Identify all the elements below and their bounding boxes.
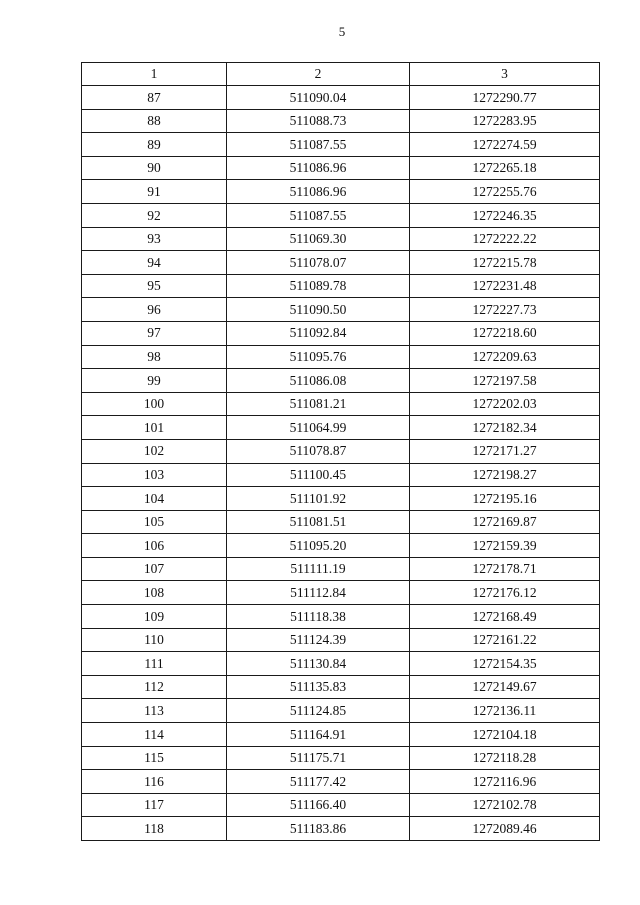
x-coordinate-cell: 511130.84 [227,652,410,676]
y-coordinate-cell: 1272255.76 [410,180,600,204]
table-row [82,605,600,629]
y-coordinate-cell: 1272178.71 [410,557,600,581]
y-coordinate-cell: 1272118.28 [410,746,600,770]
y-coordinate-cell: 1272169.87 [410,510,600,534]
table-row [82,557,600,581]
table-row [82,86,600,110]
y-coordinate-cell: 1272089.46 [410,817,600,841]
x-coordinate-cell: 511078.87 [227,439,410,463]
table-header-row [82,63,600,86]
table-row [82,534,600,558]
table-row [82,439,600,463]
table-row [82,298,600,322]
y-coordinate-cell: 1272227.73 [410,298,600,322]
table-row [82,392,600,416]
column-header-1: 1 [82,63,227,86]
y-coordinate-cell: 1272176.12 [410,581,600,605]
y-coordinate-cell: 1272215.78 [410,251,600,275]
point-number-cell: 116 [82,770,227,794]
point-number-cell: 114 [82,723,227,747]
table-row [82,251,600,275]
table-row [82,203,600,227]
point-number-cell: 88 [82,109,227,133]
x-coordinate-cell: 511092.84 [227,321,410,345]
table-row [82,369,600,393]
y-coordinate-cell: 1272182.34 [410,416,600,440]
point-number-cell: 115 [82,746,227,770]
y-coordinate-cell: 1272136.11 [410,699,600,723]
x-coordinate-cell: 511089.78 [227,274,410,298]
table-row [82,723,600,747]
table-row [82,581,600,605]
x-coordinate-cell: 511183.86 [227,817,410,841]
point-number-cell: 99 [82,369,227,393]
point-number-cell: 101 [82,416,227,440]
y-coordinate-cell: 1272265.18 [410,156,600,180]
y-coordinate-cell: 1272283.95 [410,109,600,133]
x-coordinate-cell: 511101.92 [227,487,410,511]
y-coordinate-cell: 1272222.22 [410,227,600,251]
table-row [82,321,600,345]
table-row [82,817,600,841]
point-number-cell: 95 [82,274,227,298]
point-number-cell: 111 [82,652,227,676]
x-coordinate-cell: 511088.73 [227,109,410,133]
table-row [82,227,600,251]
table-row [82,109,600,133]
x-coordinate-cell: 511118.38 [227,605,410,629]
point-number-cell: 107 [82,557,227,581]
y-coordinate-cell: 1272116.96 [410,770,600,794]
y-coordinate-cell: 1272159.39 [410,534,600,558]
y-coordinate-cell: 1272161.22 [410,628,600,652]
x-coordinate-cell: 511090.50 [227,298,410,322]
x-coordinate-cell: 511135.83 [227,675,410,699]
point-number-cell: 90 [82,156,227,180]
x-coordinate-cell: 511124.85 [227,699,410,723]
point-number-cell: 110 [82,628,227,652]
x-coordinate-cell: 511081.21 [227,392,410,416]
x-coordinate-cell: 511086.08 [227,369,410,393]
point-number-cell: 100 [82,392,227,416]
point-number-cell: 105 [82,510,227,534]
point-number-cell: 92 [82,203,227,227]
y-coordinate-cell: 1272202.03 [410,392,600,416]
y-coordinate-cell: 1272198.27 [410,463,600,487]
y-coordinate-cell: 1272218.60 [410,321,600,345]
x-coordinate-cell: 511095.76 [227,345,410,369]
y-coordinate-cell: 1272168.49 [410,605,600,629]
table-row [82,628,600,652]
point-number-cell: 91 [82,180,227,204]
column-header-2: 2 [227,63,410,86]
x-coordinate-cell: 511175.71 [227,746,410,770]
point-number-cell: 87 [82,86,227,110]
x-coordinate-cell: 511078.07 [227,251,410,275]
y-coordinate-cell: 1272209.63 [410,345,600,369]
page-number: 5 [338,24,346,39]
point-number-cell: 89 [82,133,227,157]
table-row [82,274,600,298]
point-number-cell: 113 [82,699,227,723]
x-coordinate-cell: 511090.04 [227,86,410,110]
table-body [82,63,600,841]
table-row [82,770,600,794]
table-row [82,746,600,770]
point-number-cell: 98 [82,345,227,369]
point-number-cell: 112 [82,675,227,699]
y-coordinate-cell: 1272154.35 [410,652,600,676]
y-coordinate-cell: 1272290.77 [410,86,600,110]
y-coordinate-cell: 1272171.27 [410,439,600,463]
y-coordinate-cell: 1272274.59 [410,133,600,157]
table-row [82,156,600,180]
x-coordinate-cell: 511112.84 [227,581,410,605]
x-coordinate-cell: 511087.55 [227,133,410,157]
table-row [82,463,600,487]
point-number-cell: 97 [82,321,227,345]
table-row [82,675,600,699]
x-coordinate-cell: 511100.45 [227,463,410,487]
x-coordinate-cell: 511064.99 [227,416,410,440]
point-number-cell: 118 [82,817,227,841]
table-row [82,652,600,676]
point-number-cell: 117 [82,793,227,817]
y-coordinate-cell: 1272149.67 [410,675,600,699]
y-coordinate-cell: 1272195.16 [410,487,600,511]
table-row [82,699,600,723]
y-coordinate-cell: 1272197.58 [410,369,600,393]
point-number-cell: 93 [82,227,227,251]
table-row [82,345,600,369]
x-coordinate-cell: 511069.30 [227,227,410,251]
x-coordinate-cell: 511111.19 [227,557,410,581]
table-row [82,510,600,534]
point-number-cell: 106 [82,534,227,558]
y-coordinate-cell: 1272231.48 [410,274,600,298]
x-coordinate-cell: 511086.96 [227,180,410,204]
coordinates-table [81,62,600,841]
point-number-cell: 103 [82,463,227,487]
table-row [82,416,600,440]
point-number-cell: 94 [82,251,227,275]
x-coordinate-cell: 511177.42 [227,770,410,794]
column-header-3: 3 [410,63,600,86]
table-row [82,180,600,204]
y-coordinate-cell: 1272104.18 [410,723,600,747]
x-coordinate-cell: 511124.39 [227,628,410,652]
x-coordinate-cell: 511087.55 [227,203,410,227]
table-row [82,133,600,157]
point-number-cell: 96 [82,298,227,322]
x-coordinate-cell: 511164.91 [227,723,410,747]
point-number-cell: 104 [82,487,227,511]
x-coordinate-cell: 511095.20 [227,534,410,558]
point-number-cell: 108 [82,581,227,605]
x-coordinate-cell: 511086.96 [227,156,410,180]
x-coordinate-cell: 511166.40 [227,793,410,817]
x-coordinate-cell: 511081.51 [227,510,410,534]
point-number-cell: 109 [82,605,227,629]
table-row [82,487,600,511]
y-coordinate-cell: 1272102.78 [410,793,600,817]
table-row [82,793,600,817]
point-number-cell: 102 [82,439,227,463]
y-coordinate-cell: 1272246.35 [410,203,600,227]
